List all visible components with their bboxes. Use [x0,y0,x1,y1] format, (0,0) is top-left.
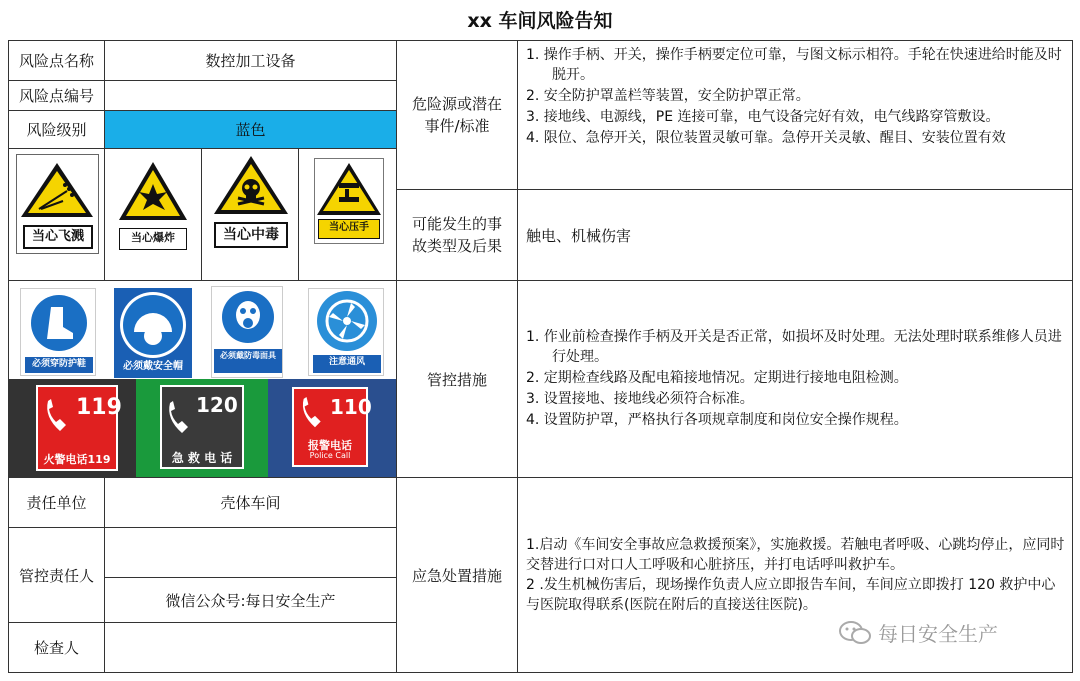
poison-skull-icon [210,152,292,218]
risk-level-value: 蓝色 [104,110,397,149]
control-item: 3. 设置接地、接地线必须符合标准。 [526,391,754,407]
control-list [526,327,1066,431]
warning-sign-3 [210,152,292,252]
ventilation-fan-icon [317,291,377,351]
gas-mask-icon [222,291,274,343]
control-person-label: 管控责任人 [8,527,105,623]
safety-helmet-icon [120,292,186,358]
inspector-label: 检查人 [8,622,105,673]
police-phone-number: 110 [330,395,372,419]
wechat-account-text: 微信公众号:每日安全生产 [104,577,397,623]
mandatory-sign-3-label: 必须戴防毒面具 [214,349,282,373]
warning-sign-2-label: 当心爆炸 [119,228,187,250]
control-content [517,280,1073,478]
emergency-panel-120 [136,379,268,477]
mandatory-sign-1 [20,288,96,376]
hazard-item: 2. 安全防护罩盖栏等装置，安全防护罩正常。 [526,88,810,104]
mandatory-sign-1-label: 必须穿防护鞋 [25,357,93,373]
mandatory-sign-2-label: 必须戴安全帽 [116,360,190,376]
mandatory-sign-4 [308,288,384,376]
fire-phone-label: 火警电话119 [43,453,111,466]
responsible-unit-label: 责任单位 [8,477,105,528]
phone-icon [42,397,78,437]
control-item: 1. 作业前检查操作手柄及开关是否正常，如损坏及时处理。无法处理时联系维修人员进行处理。 [526,329,1062,365]
crush-hand-icon [315,161,383,217]
hazard-list [526,45,1066,148]
ambulance-phone-box [160,385,244,469]
hazard-item: 1. 操作手柄、开关，操作手柄要定位可靠，与图文标示相符。手轮在快速进给时能及时脱开。 [526,47,1062,83]
hazard-item: 4. 限位、急停开关，限位装置灵敏可靠。急停开关灵敏、醒目、安装位置有效 [526,130,1006,146]
accident-label: 可能发生的事故类型及后果 [396,189,518,281]
warning-sign-1 [16,154,99,254]
watermark [838,618,998,647]
protective-boots-icon [31,295,87,351]
responsible-unit-value: 壳体车间 [104,477,397,528]
emergency-label: 应急处置措施 [396,477,518,673]
emergency-item: 2 .发生机械伤害后，现场操作负责人应立即报告车间，车间应立即拨打 120 救护中心与医院取得联系(医院在附后的直接送往医院)。 [526,577,1056,613]
watermark-text: 每日安全生产 [878,622,998,646]
fire-phone-box [36,385,122,471]
ambulance-phone-number: 120 [196,393,238,417]
ambulance-phone-label: 急 救 电 话 [171,451,233,465]
flying-debris-icon [17,159,98,221]
inspector-value [104,622,397,673]
warning-sign-2 [115,158,191,254]
page-title: xx 车间风险告知 [467,10,613,32]
emergency-panel-110 [268,379,397,477]
hazard-label: 危险源或潜在事件/标准 [396,40,518,190]
accident-value: 触电、机械伤害 [526,226,632,245]
warning-sign-3-label: 当心中毒 [214,222,288,248]
emergency-list [526,535,1066,615]
police-phone-sublabel: Police Call [309,451,351,460]
risk-code-value [104,80,397,111]
explosion-icon [115,158,191,224]
mandatory-sign-2 [114,288,192,378]
risk-name-value: 数控加工设备 [104,40,397,81]
warning-sign-1-label: 当心飞溅 [23,225,93,249]
warning-sign-4 [314,158,384,244]
emergency-item: 1.启动《车间安全事故应急救援预案》，实施救援。若触电者呼吸、心跳均停止，应同时交替进行口对口人工呼吸和心脏挤压，并打电话呼叫救护车。 [526,537,1065,573]
warning-sign-4-label: 当心压手 [318,219,380,239]
risk-level-label: 风险级别 [8,110,105,149]
risk-name-label: 风险点名称 [8,40,105,81]
police-phone-box [292,387,372,467]
wechat-icon [838,620,872,646]
mandatory-sign-4-label: 注意通风 [313,355,381,373]
control-person-value [104,527,397,578]
fire-phone-number: 119 [76,395,122,420]
hazard-item: 3. 接地线、电源线，PE 连接可靠，电气设备完好有效，电气线路穿管敷设。 [526,109,1000,125]
phone-icon [298,395,332,433]
emergency-panel-119 [8,379,136,477]
control-item: 2. 定期检查线路及配电箱接地情况。定期进行接地电阻检测。 [526,370,908,386]
phone-icon [164,399,200,439]
control-label: 管控措施 [396,280,518,478]
hazard-content [517,40,1073,190]
risk-code-label: 风险点编号 [8,80,105,111]
police-phone-label: 报警电话 [308,439,352,452]
control-item: 4. 设置防护罩，严格执行各项规章制度和岗位安全操作规程。 [526,412,908,428]
accident-content [517,189,1073,281]
mandatory-sign-3 [211,286,283,378]
